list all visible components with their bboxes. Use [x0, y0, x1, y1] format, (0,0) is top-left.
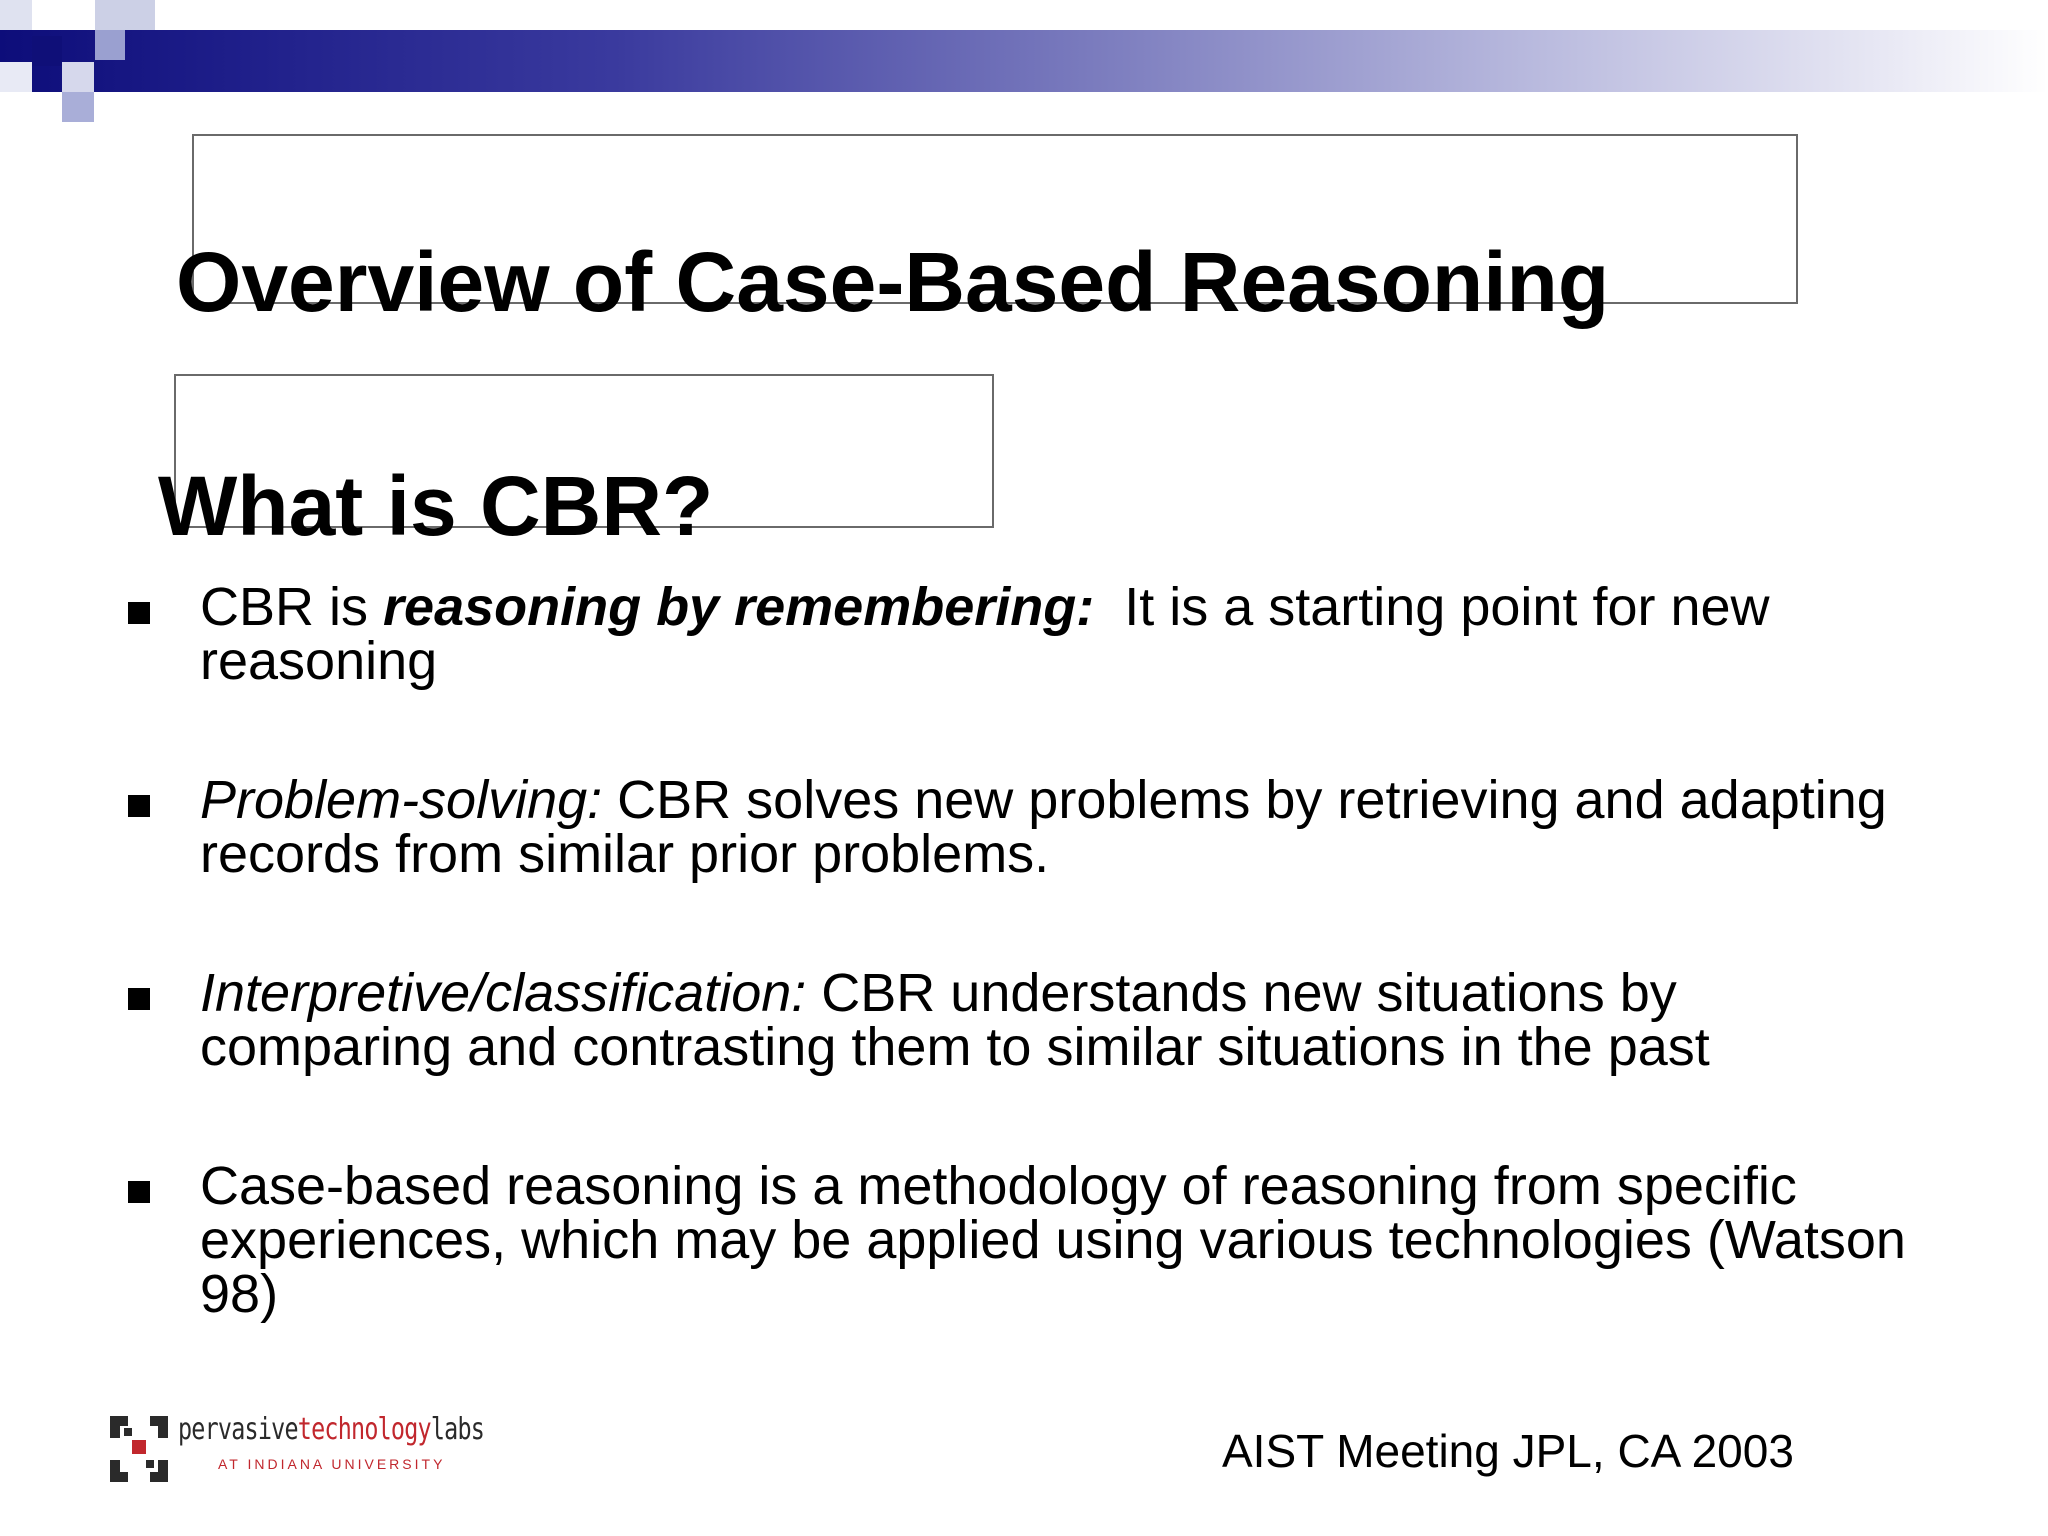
square-bullet-icon: [128, 602, 150, 624]
pervasive-technology-labs-logo: [110, 1412, 485, 1484]
bullet-text: [200, 963, 1920, 1077]
logo-word-part: labs: [430, 1412, 485, 1447]
logo-word-part: technology: [297, 1412, 431, 1447]
square-bullet-icon: [128, 988, 150, 1010]
square-bullet-icon: [128, 1181, 150, 1203]
slide-subtitle: What is CBR?: [158, 459, 714, 553]
bullet-text: Case-based reasoning is a methodology of reasoning from specific experiences, which may be applied using various technologies (Watson 98): [200, 1156, 1906, 1324]
header-square-decoration: [62, 62, 94, 92]
header-gradient-bar: [0, 30, 2048, 92]
header-square-decoration: [0, 62, 32, 92]
bullet-lead: Problem-solving:: [200, 770, 603, 830]
bullet-emphasis: reasoning by remembering:: [383, 577, 1095, 637]
bullet-text: [200, 770, 1920, 884]
logo-wordmark: [178, 1412, 484, 1448]
footer-event-label: AIST Meeting JPL, CA 2003: [1222, 1425, 1794, 1477]
header-square-decoration: [32, 36, 62, 66]
slide-title: Overview of Case-Based Reasoning: [176, 235, 1610, 329]
square-bullet-icon: [128, 795, 150, 817]
bullet-text-segment: It is a starting point for new reasoning: [200, 577, 1785, 691]
bullet-text-segment: CBR understands new situations by comparing and contrasting them to similar situations in the past: [200, 963, 1710, 1077]
header-square-decoration: [95, 0, 155, 30]
logo-mark-icon: [110, 1416, 168, 1482]
header-square-decoration: [0, 0, 32, 30]
header-square-decoration: [95, 30, 125, 60]
bullet-lead: Interpretive/classification:: [200, 963, 807, 1023]
bullet-text: [200, 577, 1920, 691]
bullet-text-segment: CBR is: [200, 577, 384, 637]
bullet-text-segment: CBR solves new problems by retrieving and adapting records from similar prior problems.: [200, 770, 1887, 884]
header-square-decoration: [62, 92, 94, 122]
logo-subtitle: AT INDIANA UNIVERSITY: [218, 1456, 446, 1472]
logo-word-part: pervasive: [178, 1412, 298, 1447]
